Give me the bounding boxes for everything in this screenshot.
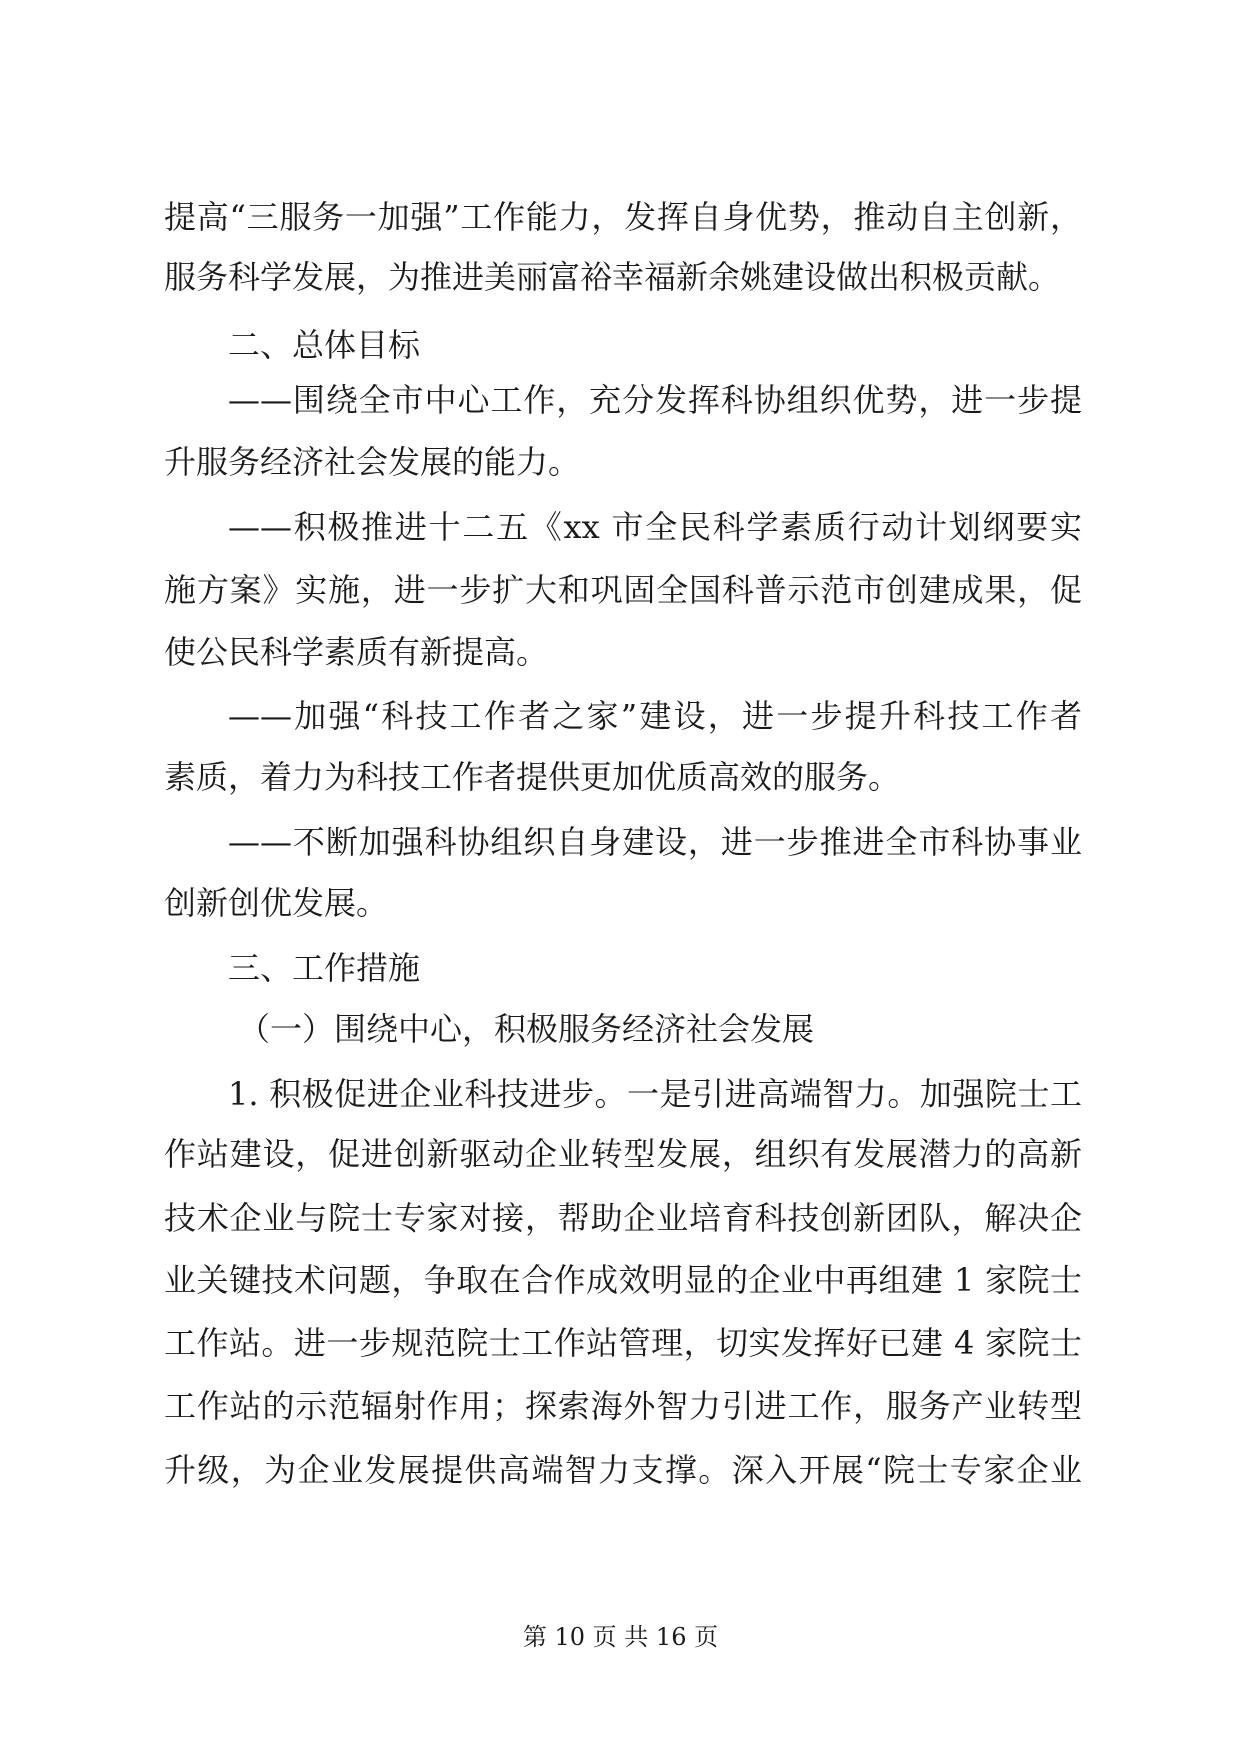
subsection-heading: （一）围绕中心，积极服务经济社会发展 <box>238 1010 815 1048</box>
page-number-footer: 第 10 页 共 16 页 <box>522 1623 719 1651</box>
paragraph-line: 升级，为企业发展提供高端智力支撑。深入开展“院士专家企业 <box>164 1451 1082 1489</box>
paragraph-line: ——积极推进十二五《xx 市全民科学素质行动计划纲要实 <box>228 508 1082 546</box>
paragraph-line: 1. 积极促进企业科技进步。一是引进高端智力。加强院士工 <box>228 1075 1082 1113</box>
paragraph-line: 工作站。进一步规范院士工作站管理，切实发挥好已建 4 家院士 <box>164 1324 1082 1362</box>
paragraph-line: 素质，着力为科技工作者提供更加优质高效的服务。 <box>164 758 901 796</box>
paragraph-line: ——加强“科技工作者之家”建设，进一步提升科技工作者 <box>228 697 1082 735</box>
paragraph-line: 工作站的示范辐射作用；探索海外智力引进工作，服务产业转型 <box>164 1387 1082 1425</box>
paragraph-line: ——围绕全市中心工作，充分发挥科协组织优势，进一步提 <box>228 381 1082 419</box>
paragraph-line: 作站建设，促进创新驱动企业转型发展，组织有发展潜力的高新 <box>164 1135 1082 1173</box>
paragraph-line: 服务科学发展，为推进美丽富裕幸福新余姚建设做出积极贡献。 <box>164 258 1061 296</box>
paragraph-line: 提高“三服务一加强”工作能力，发挥自身优势，推动自主创新， <box>164 198 1082 236</box>
paragraph-line: 施方案》实施，进一步扩大和巩固全国科普示范市创建成果，促 <box>164 571 1082 609</box>
section-heading: 三、工作措施 <box>228 949 421 987</box>
paragraph-line: 升服务经济社会发展的能力。 <box>164 443 581 481</box>
paragraph-line: 创新创优发展。 <box>164 884 389 922</box>
paragraph-line: ——不断加强科协组织自身建设，进一步推进全市科协事业 <box>228 823 1082 861</box>
paragraph-line: 使公民科学素质有新提高。 <box>164 633 549 671</box>
paragraph-line: 技术企业与院士专家对接，帮助企业培育科技创新团队，解决企 <box>164 1199 1082 1237</box>
paragraph-line: 业关键技术问题，争取在合作成效明显的企业中再组建 1 家院士 <box>164 1261 1082 1299</box>
section-heading: 二、总体目标 <box>228 326 421 364</box>
